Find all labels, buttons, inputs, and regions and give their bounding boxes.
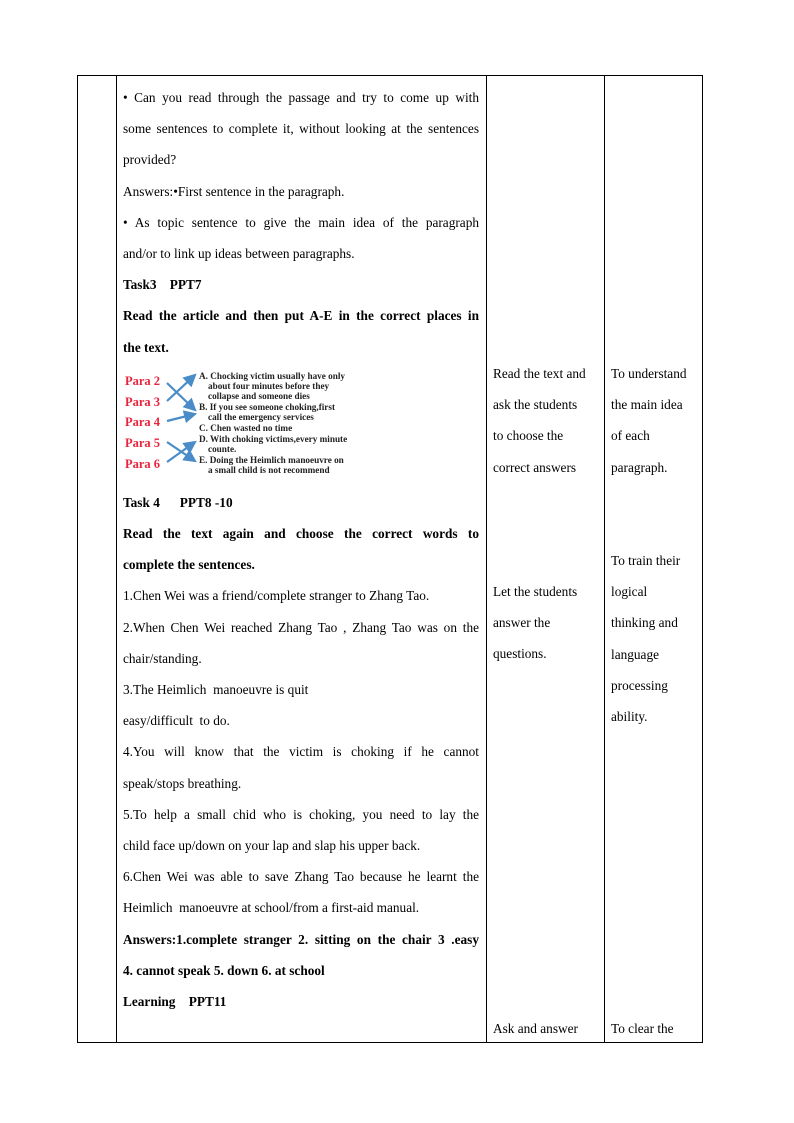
para-label: Para 6 [125, 456, 161, 471]
task4-title: Task 4 PPT8 -10 [123, 494, 233, 510]
option-b: B. If you see someone choking,first call the emergency services [199, 401, 336, 422]
option-e: E. Doing the Heimlich manoeuvre on a small child is not recommend [199, 454, 344, 475]
purpose-block: To train their logical thinking and language processing ability. [611, 553, 681, 725]
task4-instruction: Read the text again and choose the correct words to [123, 526, 479, 542]
para-label: Para 3 [125, 394, 161, 409]
purpose-column [604, 76, 704, 1042]
question-line: chair/standing. [123, 650, 202, 666]
para-label: Para 2 [125, 373, 161, 388]
question-line: speak/stops breathing. [123, 775, 242, 791]
option-d: D. With choking victims,every minute counte. [199, 433, 348, 454]
intro-line: • Can you read through the passage and try to come up with [123, 90, 479, 105]
intro-line: some sentences to complete it, without looking at the sentences [123, 121, 479, 137]
activity-block: Read the text and ask the students to choose the correct answers [493, 366, 586, 475]
activity-column [486, 76, 604, 1042]
intro-line: provided? [123, 152, 177, 168]
lesson-plan-table [77, 75, 703, 1043]
activity-block: Ask and answer [493, 1021, 578, 1036]
task3-instruction: the text. [123, 339, 169, 355]
question-line: 6.Chen Wei was able to save Zhang Tao because he learnt the [123, 869, 479, 885]
purpose-block: To understand the main idea of each paragraph. [611, 366, 687, 475]
purpose-block: To clear the [611, 1021, 674, 1036]
question-line: easy/difficult to do. [123, 713, 230, 729]
intro-line: and/or to link up ideas between paragraphs. [123, 246, 355, 262]
option-a: A. Chocking victim usually have only about four minutes before they collapse and someone dies [199, 370, 345, 401]
question-line: 5.To help a small chid who is choking, you need to lay the [123, 806, 479, 822]
arrow-lines [167, 375, 195, 462]
question-line: 3.The Heimlich manoeuvre is quit [123, 682, 309, 698]
question-line: child face up/down on your lap and slap his upper back. [123, 838, 421, 854]
task3-title: Task3 PPT7 [123, 277, 202, 293]
matching-arrows [123, 367, 203, 485]
learning-title: Learning PPT11 [123, 994, 227, 1010]
matching-diagram [123, 367, 383, 485]
question-line: Heimlich manoeuvre at school/from a first-aid manual. [123, 900, 420, 916]
answers-line: 4. cannot speak 5. down 6. at school [123, 962, 325, 978]
question-line: 1.Chen Wei was a friend/complete stranger to Zhang Tao. [123, 588, 430, 604]
intro-line: Answers:•First sentence in the paragraph. [123, 183, 345, 199]
para-label: Para 5 [125, 435, 161, 450]
arrow-para4-b [167, 414, 195, 421]
para-label: Para 4 [125, 414, 161, 429]
option-c: C. Chen wasted no time [199, 422, 293, 433]
activity-block: Let the students answer the questions. [493, 584, 578, 662]
intro-line: • As topic sentence to give the main idea of the paragraph [123, 214, 479, 230]
content-column [116, 76, 486, 1042]
question-line: 2.When Chen Wei reached Zhang Tao , Zhang Tao was on the [123, 619, 479, 635]
answers-line: Answers:1.complete stranger 2. sitting on the chair 3 .easy [123, 931, 479, 947]
task3-instruction: Read the article and then put A-E in the correct places in [123, 308, 479, 324]
question-line: 4.You will know that the victim is choking if he cannot [123, 744, 479, 760]
task4-instruction: complete the sentences. [123, 557, 255, 573]
